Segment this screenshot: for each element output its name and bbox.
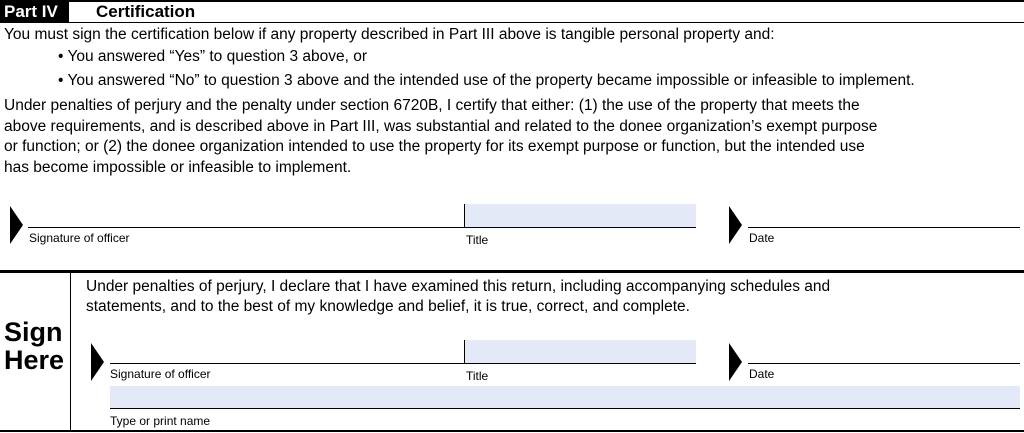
bullet-yes: • You answered “Yes” to question 3 above, or bbox=[58, 48, 368, 65]
cert-date-label: Date bbox=[749, 231, 775, 245]
section-rule bbox=[0, 270, 1024, 273]
officer-date-field[interactable] bbox=[748, 363, 1020, 364]
officer-signature-field[interactable] bbox=[110, 363, 464, 364]
declaration-statement bbox=[86, 277, 830, 317]
date-arrow-icon bbox=[729, 206, 742, 244]
sign-here-line: Sign bbox=[4, 317, 63, 347]
sign-here-heading bbox=[4, 318, 64, 374]
certification-intro: You must sign the certification below if any property described in Part III above is tangible personal property and: bbox=[4, 26, 775, 43]
print-name-field[interactable] bbox=[110, 386, 1020, 408]
part-badge: Part IV bbox=[0, 2, 69, 22]
sign-arrow-icon bbox=[91, 343, 104, 381]
part-title: Certification bbox=[96, 2, 196, 21]
penalties-line: above requirements, and is described above in Part III, was substantial and related to the donee organization’s exempt purpose bbox=[4, 117, 878, 135]
print-name-underline bbox=[110, 408, 1020, 409]
bullet-no: • You answered “No” to question 3 above and the intended use of the property became impossible or infeasible to implement. bbox=[58, 72, 915, 89]
cert-title-label: Title bbox=[466, 233, 489, 247]
officer-title-field[interactable] bbox=[465, 340, 696, 363]
officer-title-label: Title bbox=[466, 369, 489, 383]
date-arrow-icon bbox=[729, 343, 742, 381]
officer-date-label: Date bbox=[749, 367, 775, 381]
penalties-line: or function; or (2) the donee organization intended to use the property for its exempt purpose or function, but the intended use bbox=[4, 138, 865, 155]
sign-arrow-icon bbox=[10, 206, 23, 244]
penalties-statement bbox=[4, 96, 877, 178]
sign-here-line: Here bbox=[4, 345, 65, 375]
sign-here-divider bbox=[70, 273, 71, 431]
title-underline bbox=[464, 227, 696, 228]
cert-title-field[interactable] bbox=[465, 204, 696, 227]
cert-signature-field[interactable] bbox=[28, 227, 464, 228]
cert-date-field[interactable] bbox=[748, 227, 1020, 228]
header-rule bbox=[0, 22, 1024, 23]
declaration-line: statements, and to the best of my knowledge and belief, it is true, correct, and complete. bbox=[86, 298, 690, 315]
penalties-line: Under penalties of perjury and the penalty under section 6720B, I certify that either: (1) the use of the property that meets the bbox=[4, 97, 860, 114]
penalties-line: has become impossible or infeasible to implement. bbox=[4, 158, 352, 176]
declaration-line: Under penalties of perjury, I declare that I have examined this return, including accompanying schedules and bbox=[86, 278, 831, 295]
officer-signature-label: Signature of officer bbox=[110, 367, 211, 381]
title-divider bbox=[464, 204, 465, 228]
title-divider bbox=[464, 340, 465, 364]
print-name-label: Type or print name bbox=[110, 414, 211, 428]
cert-signature-label: Signature of officer bbox=[29, 231, 130, 245]
title-underline bbox=[464, 363, 696, 364]
bottom-rule bbox=[0, 430, 1024, 432]
